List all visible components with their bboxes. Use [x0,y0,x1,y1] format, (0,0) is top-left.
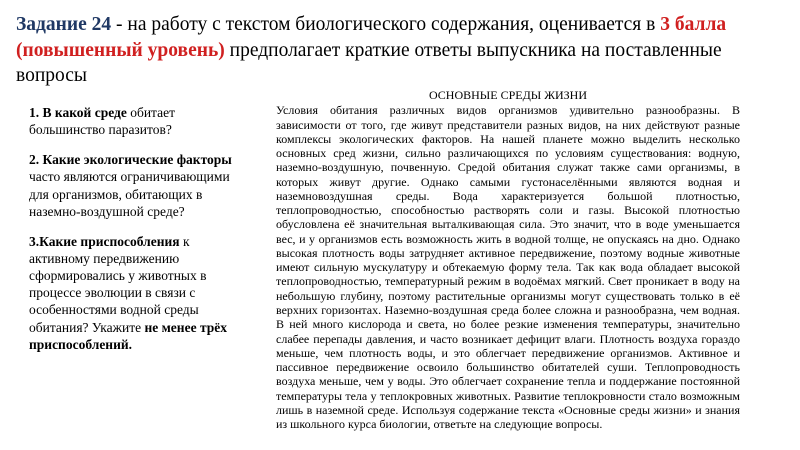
article-body: Условия обитания различных видов организмов удивительно разнообразны. В зависимости от того, где живут представители разных видов, на них действуют разные комплексы экологических факторов. На нашей планете можно выделить несколько основных сред жизни, сильно различающихся по условиям существования: водную, наземно-воздушную, почвенную. Средой обитания служат также сами организмы, в которых живут другие. Однако самыми густонаселёнными являются водная и наземновоздушная среды. Вода характеризуется большой плотностью, теплопроводностью, способностью растворять соли и газы. Высокой плотностью обусловлена её значительная выталкивающая сила. Это значит, что в воде уменьшается вес, и у организмов есть возможность жить в водной толще, не опускаясь на дно. Однако высокая плотность воды затрудняет активное передвижение, поэтому водные животные имеют сильную мускулатуру и обтекаемую форму тела. Так как вода обладает высокой теплопроводностью, температурный режим в водоёмах мягкий. Свет проникает в воду на небольшую глубину, поэтому растительные организмы могут существовать только в её верхних горизонтах. Наземно-воздушная среда более сложна и разнообразна, чем водная. В ней много кислорода и света, но более резкие изменения температуры, значительно слабее перепады давления, и часто возникает дефицит влаги. Плотность воздуха гораздо меньше, чем плотность воды, и это облегчает передвижение организмов. Активное и пассивное передвижение освоило большинство обитателей суши. Теплопроводность воздуха меньше, чем у воды. Это облегчает сохранение тепла и поддержание постоянной температуры тела у теплокровных животных. Развитие теплокровности стало возможным лишь в наземной среде. Используя содержание текста «Основные среды жизни» и знания из школьного курса биологии, ответьте на следующие вопросы. [276,103,740,432]
article-panel [276,88,740,431]
question-2-text: часто являются ограничивающими для организмов, обитающих в наземно-воздушной среде? [29,169,230,219]
question-item-2 [29,151,248,220]
question-3-lead: 3.Какие приспособления [29,233,180,249]
question-item-3 [29,233,248,353]
task-number-label: Задание 24 [16,14,112,35]
question-1-text: обитает большинство паразитов? [29,105,176,138]
score-highlight: 3 балла (повышенный уровень) [16,14,727,61]
question-item-1 [29,104,248,138]
question-1-lead: 1. В какой среде [29,105,127,120]
question-2-lead: 2. Какие экологические факторы [29,152,232,168]
article-title: ОСНОВНЫЕ СРЕДЫ ЖИЗНИ [428,88,588,102]
task-header [16,12,778,89]
question-3-text: к активному передвижению сформировались у животных в процессе эволюции в связи с особенностями водной среды обитания? Укажите [29,233,207,335]
questions-panel [29,104,248,366]
question-3-emphasis: не менее трёх приспособлений. [29,319,227,352]
header-text-before-score: - на работу с текстом биологического содержания, оценивается в [111,14,661,35]
header-text-after-score: предполагает краткие ответы выпускника на поставленные вопросы [16,39,722,87]
